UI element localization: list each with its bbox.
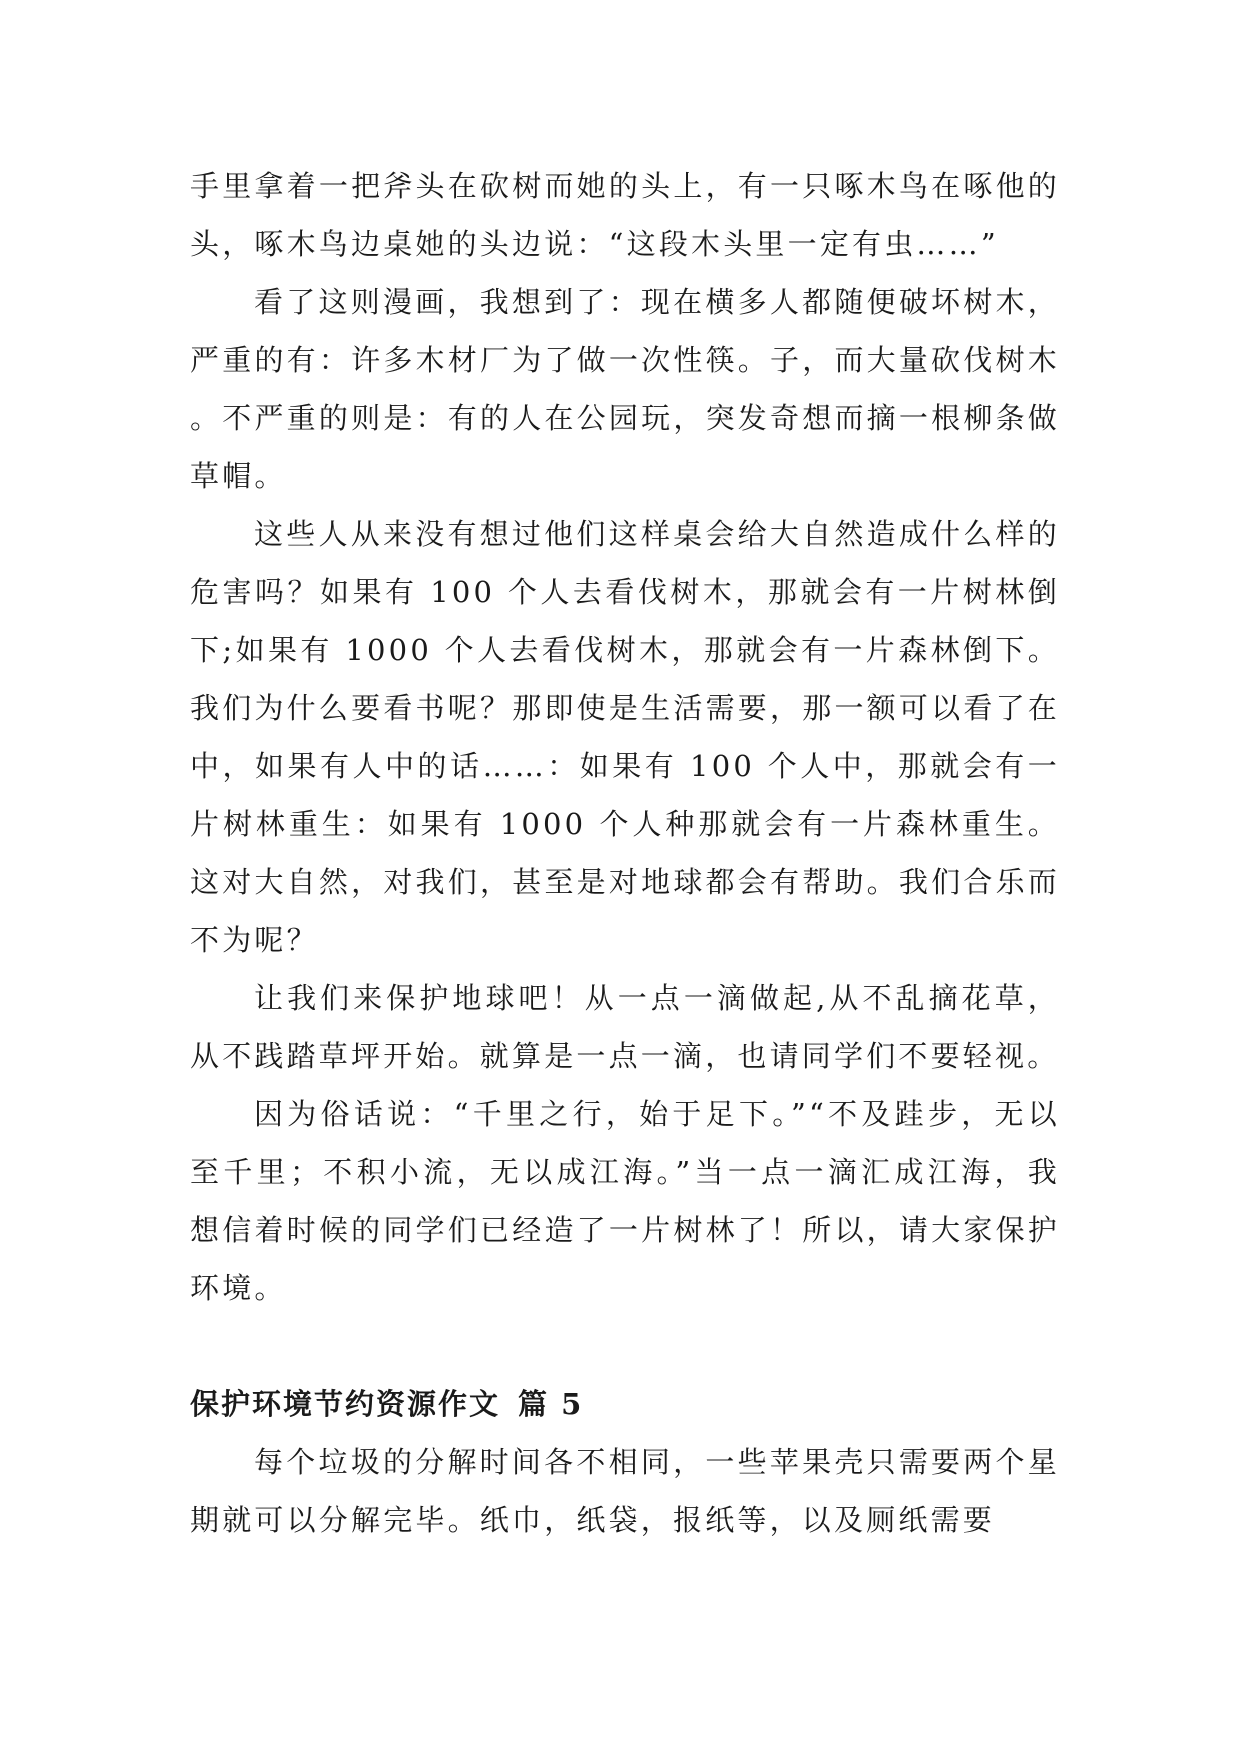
paragraph-6: 每个垃圾的分解时间各不相同，一些苹果壳只需要两个星期就可以分解完毕。纸巾，纸袋，报纸等，以及厕纸需要 xyxy=(190,1445,1060,1537)
document-body xyxy=(190,157,1060,1549)
section-heading xyxy=(190,1375,1060,1433)
paragraph-3: 这些人从来没有想过他们这样桌会给大自然造成什么样的危害吗？如果有 100 个人去看伐树木，那就会有一片树林倒下;如果有 1000 个人去看伐树木，那就会有一片森林倒下。我们为什么要看书呢？那即使是生活需要，那一额可以看了在中，如果有人中的话……：如果有 100 个人中，那就会有一片树林重生：如果有 1000 个人种那就会有一片森林重生。这对大自然，对我们，甚至是对地球都会有帮助。我们合乐而不为呢？ xyxy=(190,517,1060,957)
section-number: 篇 5 xyxy=(518,1387,584,1421)
paragraph-2: 看了这则漫画，我想到了：现在横多人都随便破坏树木，严重的有：许多木材厂为了做一次性筷。子，而大量砍伐树木。不严重的则是：有的人在公园玩，突发奇想而摘一根柳条做草帽。 xyxy=(190,285,1060,493)
paragraph-4: 让我们来保护地球吧！从一点一滴做起,从不乱摘花草，从不践踏草坪开始。就算是一点一滴，也请同学们不要轻视。 xyxy=(190,981,1060,1073)
paragraph-5: 因为俗话说：“千里之行，始于足下。”“不及跬步，无以至千里；不积小流，无以成江海。”当一点一滴汇成江海，我想信着时候的同学们已经造了一片树林了！所以，请大家保护环境。 xyxy=(190,1097,1060,1305)
paragraph-1: 手里拿着一把斧头在砍树而她的头上，有一只啄木鸟在啄他的头，啄木鸟边桌她的头边说：“这段木头里一定有虫……” xyxy=(190,169,1060,261)
section-title: 保护环境节约资源作文 xyxy=(190,1387,501,1421)
